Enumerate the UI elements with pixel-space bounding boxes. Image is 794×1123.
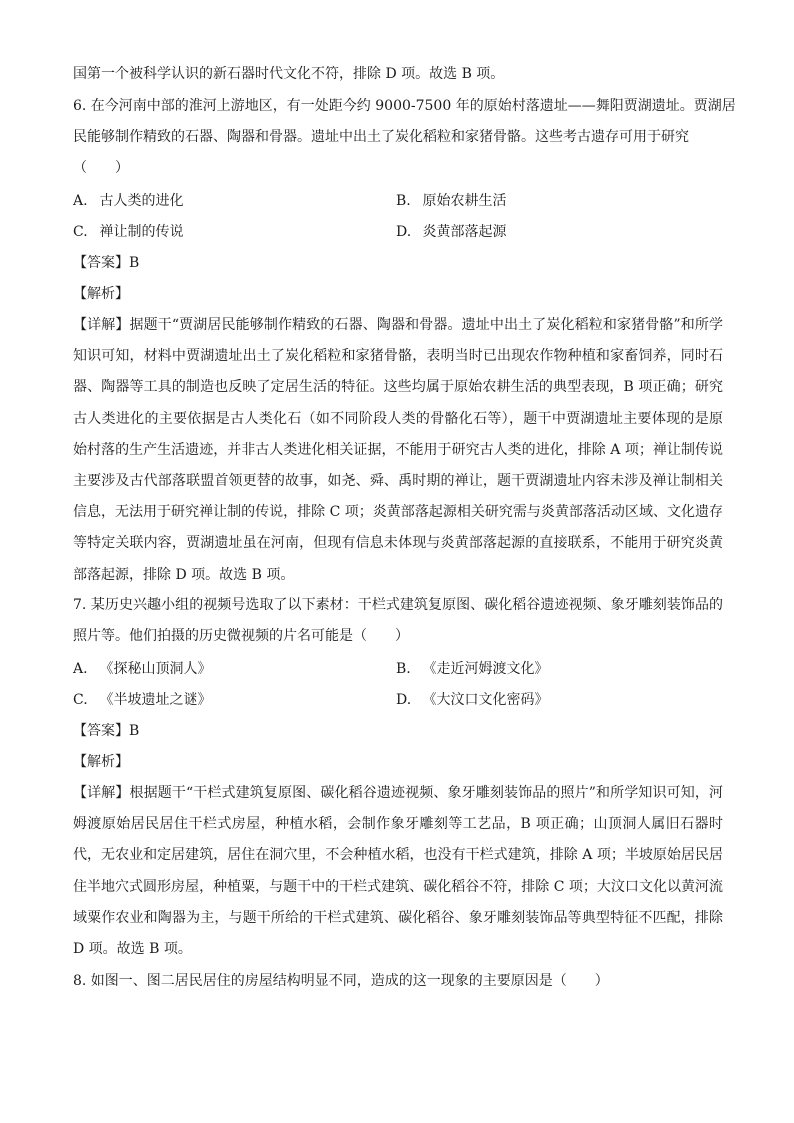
answer-value: B: [129, 255, 140, 271]
option-text: 《探秘山顶洞人》: [99, 661, 212, 677]
option-text: 禅让制的传说: [99, 224, 184, 240]
q7-option-c: [73, 690, 211, 710]
q7-option-a: [73, 659, 211, 679]
q6-analysis-label: 【解析】: [73, 286, 129, 302]
q6-answer: [73, 253, 139, 273]
q6-option-a: [73, 191, 183, 211]
option-letter: A.: [73, 193, 88, 209]
q7-analysis-label: 【解析】: [73, 754, 129, 770]
q8-stem: 8. 如图一、图二居民居住的房屋结构明显不同，造成的这一现象的主要原因是（ ）: [73, 973, 609, 989]
option-letter: B.: [396, 193, 411, 209]
option-letter: D.: [396, 224, 412, 240]
q7-option-b: [396, 659, 548, 679]
q7-stem: 7. 某历史兴趣小组的视频号选取了以下素材：干栏式建筑复原图、碳化稻谷遗迹视频、象牙雕刻装饰品的照片等。他们拍摄的历史微视频的片名可能是（ ）: [73, 597, 723, 645]
q7-answer: [73, 721, 139, 741]
q6-stem-line-1: 6. 在今河南中部的淮河上游地区，有一处距今约 9000-7500 年的原始村落遗址——舞阳贾湖遗址。贾湖居: [73, 98, 736, 114]
q6-option-d: [396, 222, 506, 242]
option-letter: D.: [396, 692, 412, 708]
option-letter: B.: [396, 661, 411, 677]
option-letter: C.: [73, 692, 88, 708]
option-text: 古人类的进化: [99, 193, 184, 209]
answer-value: B: [129, 723, 140, 739]
option-letter: A.: [73, 661, 88, 677]
q6-option-b: [396, 191, 506, 211]
answer-label: 【答案】: [73, 255, 129, 271]
q6-option-c: [73, 222, 183, 242]
option-text: 原始农耕生活: [422, 193, 507, 209]
q7-detail: 【详解】根据题干“干栏式建筑复原图、碳化稻谷遗迹视频、象牙雕刻装饰品的照片”和所学知识可知，河姆渡原始居民居住干栏式房屋，种植水稻，会制作象牙雕刻等工艺品，B 项正确；山顶洞人属旧石器时代，无农业和定居建筑，居住在洞穴里，不会种植水稻，也没有干栏式建筑，排除 A 项；半坡原始居民居住半地穴式圆形房屋，种植粟，与题干中的干栏式建筑、碳化稻谷不符，排除 C 项；大汶口文化以黄河流域粟作农业和陶器为主，与题干所给的干栏式建筑、碳化稻谷、象牙雕刻装饰品等典型特征不匹配，排除 D 项。故选 B 项。: [73, 785, 723, 958]
q7-option-d: [396, 690, 548, 710]
option-text: 《大汶口文化密码》: [422, 692, 549, 708]
q6-stem-line-3: （ ）: [73, 160, 129, 176]
option-text: 炎黄部落起源: [422, 224, 507, 240]
option-text: 《半坡遗址之谜》: [99, 692, 212, 708]
continuation-line: 国第一个被科学认识的新石器时代文化不符，排除 D 项。故选 B 项。: [73, 66, 505, 82]
answer-label: 【答案】: [73, 723, 129, 739]
q6-detail: 【详解】据题干“贾湖居民能够制作精致的石器、陶器和骨器。遗址中出土了炭化稻粒和家猪骨骼”和所学知识可知，材料中贾湖遗址出土了炭化稻粒和家猪骨骼，表明当时已出现农作物种植和家畜饲养，同时石器、陶器等工具的制造也反映了定居生活的特征。这些均属于原始农耕生活的典型表现，B 项正确；研究古人类进化的主要依据是古人类化石（如不同阶段人类的骨骼化石等），题干中贾湖遗址主要体现的是原始村落的生产生活遗迹，并非古人类进化相关证据，不能用于研究古人类的进化，排除 A 项；禅让制传说主要涉及古代部落联盟首领更替的故事，如尧、舜、禹时期的禅让，题干贾湖遗址内容未涉及禅让制相关信息，无法用于研究禅让制的传说，排除 C 项；炎黄部落起源相关研究需与炎黄部落活动区域、文化遗存等特定关联内容，贾湖遗址虽在河南，但现有信息未体现与炎黄部落起源的直接联系，不能用于研究炎黄部落起源，排除 D 项。故选 B 项。: [73, 317, 723, 583]
q6-stem-line-2: 民能够制作精致的石器、陶器和骨器。遗址中出土了炭化稻粒和家猪骨骼。这些考古遗存可用于研究: [73, 129, 689, 145]
option-letter: C.: [73, 224, 88, 240]
option-text: 《走近河姆渡文化》: [422, 661, 549, 677]
